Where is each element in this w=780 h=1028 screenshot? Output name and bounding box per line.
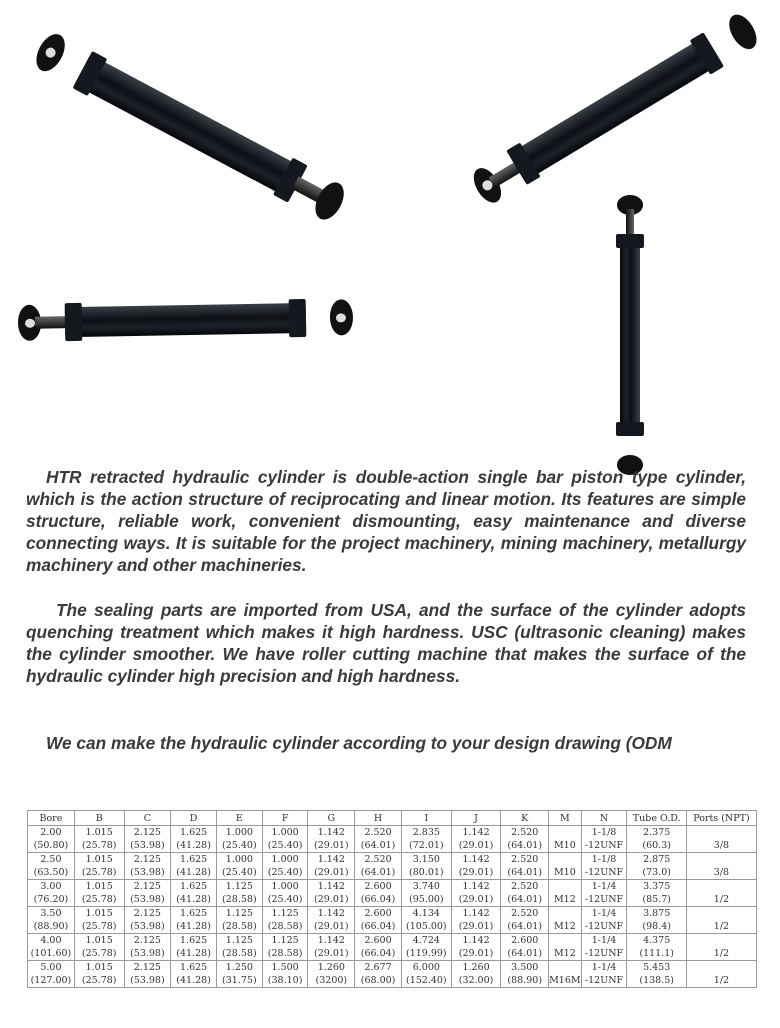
table-row — [28, 880, 757, 907]
table-cell — [686, 934, 756, 961]
cell-value: 1-1/4 — [591, 881, 617, 892]
table-cell — [262, 907, 308, 934]
column-header: Ports (NPT) — [686, 811, 756, 826]
cell-value: 1.500 — [271, 962, 299, 973]
cell-value: (101.60) — [30, 948, 72, 959]
cell-value: 1.125 — [271, 935, 299, 946]
table-cell — [74, 907, 124, 934]
table-cell — [28, 880, 75, 907]
table-cell — [124, 880, 171, 907]
cell-value: (3200) — [315, 975, 348, 986]
table-row — [28, 853, 757, 880]
table-cell — [308, 826, 355, 853]
cell-value: (25.78) — [81, 894, 117, 905]
cell-value: 1.142 — [462, 881, 490, 892]
description-paragraph-1: HTR retracted hydraulic cylinder is double-action single bar piston type cylinder, which is the action structure of reciprocating and linear motion. Its features are simple structure, reliable work, convenient dismounting, easy maintenance and diverse connecting ways. It is suitable for the project machinery, mining machinery, metallurgy machinery and other machineries. — [26, 467, 746, 575]
cell-value: 2.520 — [511, 854, 539, 865]
column-header: Bore — [28, 811, 75, 826]
column-header: G — [308, 811, 355, 826]
cell-value: 1.625 — [180, 827, 208, 838]
table-cell — [686, 826, 756, 853]
cell-value: 1.015 — [85, 854, 113, 865]
cell-value: (25.78) — [81, 840, 117, 851]
cell-value: 1/2 — [713, 921, 730, 932]
cell-value: (28.58) — [267, 948, 303, 959]
cell-value: M10 — [553, 867, 576, 878]
cell-value: 2.125 — [133, 881, 161, 892]
cell-value: (111.1) — [639, 948, 674, 959]
table-cell — [308, 961, 355, 988]
table-cell — [171, 853, 217, 880]
cell-value: 2.600 — [364, 881, 392, 892]
cell-value: 1.000 — [271, 827, 299, 838]
cell-value: (29.01) — [314, 867, 349, 878]
table-cell — [355, 907, 402, 934]
table-cell — [262, 880, 308, 907]
cell-value: 2.600 — [364, 935, 392, 946]
cell-value: (50.80) — [33, 840, 69, 851]
cell-value: (25.40) — [267, 867, 303, 878]
table-cell — [627, 880, 686, 907]
cell-value — [687, 961, 756, 974]
cell-value: -12UNF — [584, 975, 624, 986]
table-cell — [124, 961, 171, 988]
column-header: M — [549, 811, 582, 826]
cell-value: 1.000 — [225, 854, 253, 865]
column-header: H — [355, 811, 402, 826]
table-cell — [686, 907, 756, 934]
cell-value: (41.28) — [176, 867, 211, 878]
cell-value — [549, 853, 581, 866]
cell-value: 2.125 — [133, 935, 161, 946]
cell-value: 3.375 — [643, 881, 671, 892]
table-cell — [549, 907, 582, 934]
cell-value: (41.28) — [176, 948, 211, 959]
cell-value: (73.0) — [642, 867, 671, 878]
cell-value: (64.01) — [507, 840, 543, 851]
table-cell — [308, 880, 355, 907]
cell-value: 2.125 — [133, 908, 161, 919]
cell-value — [549, 880, 581, 893]
cell-value: (53.98) — [130, 867, 165, 878]
table-cell — [627, 853, 686, 880]
cell-value: 1-1/8 — [591, 854, 617, 865]
cell-value: 2.375 — [643, 827, 671, 838]
table-cell — [627, 934, 686, 961]
cell-value: (95.00) — [409, 894, 444, 905]
cell-value: (64.01) — [360, 867, 396, 878]
cell-value: (119.99) — [405, 948, 447, 959]
cell-value: 1.000 — [225, 827, 253, 838]
cell-value: 1.142 — [317, 827, 345, 838]
table-cell — [627, 826, 686, 853]
table-cell — [171, 907, 217, 934]
cell-value: -12UNF — [584, 921, 624, 932]
cell-value — [687, 934, 756, 947]
table-cell — [627, 961, 686, 988]
cell-value: (41.28) — [176, 894, 211, 905]
cell-value: 5.453 — [643, 962, 671, 973]
table-cell — [401, 961, 451, 988]
table-cell — [686, 853, 756, 880]
table-cell — [686, 880, 756, 907]
cell-value: 1-1/4 — [591, 935, 617, 946]
cell-value: 2.520 — [364, 854, 392, 865]
cell-value: 1.015 — [85, 827, 113, 838]
cell-value: (53.98) — [130, 921, 165, 932]
cell-value: (25.40) — [222, 840, 257, 851]
cell-value: 2.600 — [511, 935, 539, 946]
column-header: K — [501, 811, 549, 826]
cell-value: (152.40) — [405, 975, 447, 986]
cell-value: 1.125 — [225, 881, 253, 892]
table-cell — [627, 907, 686, 934]
column-header: Tube O.D. — [627, 811, 686, 826]
table-cell — [451, 880, 501, 907]
table-cell — [28, 934, 75, 961]
table-cell — [686, 961, 756, 988]
cell-value: (28.58) — [267, 921, 303, 932]
table-cell — [401, 880, 451, 907]
cell-value: 1-1/8 — [591, 827, 617, 838]
cell-value: 6.000 — [412, 962, 440, 973]
table-cell — [401, 826, 451, 853]
cell-value: 1.000 — [271, 854, 299, 865]
column-header: I — [401, 811, 451, 826]
table-cell — [74, 961, 124, 988]
table-cell — [451, 961, 501, 988]
cell-value: 1.142 — [317, 908, 345, 919]
cell-value: (66.04) — [360, 948, 396, 959]
cell-value: 1.260 — [317, 962, 345, 973]
cell-value: 1.142 — [462, 908, 490, 919]
cell-value: (25.78) — [81, 921, 117, 932]
cell-value: 1.142 — [317, 935, 345, 946]
table-cell — [549, 880, 582, 907]
description-paragraph-2: The sealing parts are imported from USA, and the surface of the cylinder adopts quenching treatment which makes it high hardness. USC (ultrasonic cleaning) makes the cylinder smoother. We have roller cutting machine that makes the surface of the hydraulic cylinder high precision and high hardness. — [26, 600, 746, 686]
table-cell — [124, 907, 171, 934]
table-cell — [501, 826, 549, 853]
cell-value: 4.00 — [40, 935, 62, 946]
table-cell — [501, 961, 549, 988]
column-header: C — [124, 811, 171, 826]
cell-value: 1-1/4 — [591, 962, 617, 973]
description-paragraph-3: We can make the hydraulic cylinder according to your design drawing (ODM — [46, 733, 672, 753]
cell-value: 1.250 — [225, 962, 253, 973]
cell-value: 2.50 — [40, 854, 62, 865]
cell-value: 3/8 — [713, 867, 730, 878]
table-cell — [501, 880, 549, 907]
cell-value: 2.125 — [133, 827, 161, 838]
cell-value: (25.78) — [81, 975, 117, 986]
cell-value: (53.98) — [130, 894, 165, 905]
table-cell — [501, 853, 549, 880]
table-cell — [124, 826, 171, 853]
cell-value: (64.01) — [507, 948, 543, 959]
cell-value: (98.4) — [642, 921, 671, 932]
cell-value: 1.000 — [271, 881, 299, 892]
cell-value — [549, 934, 581, 947]
table-cell — [308, 853, 355, 880]
cell-value: (29.01) — [458, 840, 494, 851]
column-header: J — [451, 811, 501, 826]
table-cell — [124, 853, 171, 880]
cell-value: 1.015 — [85, 935, 113, 946]
cell-value: (29.01) — [458, 948, 494, 959]
table-cell — [216, 907, 262, 934]
cell-value: 3.150 — [412, 854, 440, 865]
table-cell — [74, 853, 124, 880]
cell-value: 1.142 — [462, 935, 490, 946]
table-cell — [216, 826, 262, 853]
cell-value: (72.01) — [409, 840, 444, 851]
table-cell — [451, 907, 501, 934]
cell-value: (29.01) — [314, 948, 349, 959]
table-cell — [355, 934, 402, 961]
table-cell — [355, 880, 402, 907]
cell-value: 3.00 — [40, 881, 62, 892]
cell-value: (25.78) — [81, 948, 117, 959]
table-cell — [262, 961, 308, 988]
cell-value: 1/2 — [713, 975, 730, 986]
cell-value: (53.98) — [130, 975, 165, 986]
table-cell — [501, 907, 549, 934]
table-cell — [581, 961, 627, 988]
cell-value: (53.98) — [130, 948, 165, 959]
cell-value: 2.520 — [511, 908, 539, 919]
cell-value: 2.875 — [643, 854, 671, 865]
cylinder-photo-angled — [470, 12, 761, 204]
cell-value: (29.01) — [458, 867, 494, 878]
cell-value — [687, 826, 756, 839]
cell-value: (25.40) — [267, 840, 303, 851]
cell-value: M16M — [549, 975, 581, 986]
table-row — [28, 961, 757, 988]
table-cell — [451, 853, 501, 880]
table-cell — [581, 826, 627, 853]
cell-value: -12UNF — [584, 948, 624, 959]
table-cell — [549, 853, 582, 880]
table-cell — [171, 934, 217, 961]
table-cell — [28, 853, 75, 880]
table-cell — [171, 961, 217, 988]
cell-value: -12UNF — [584, 840, 624, 851]
table-cell — [28, 907, 75, 934]
cell-value: 3.875 — [643, 908, 671, 919]
cell-value: 2.835 — [412, 827, 440, 838]
cell-value: M12 — [553, 948, 576, 959]
cell-value: 1.125 — [271, 908, 299, 919]
cylinder-photo-diagonal — [32, 32, 348, 222]
table-cell — [355, 826, 402, 853]
table-cell — [216, 961, 262, 988]
table-cell — [581, 907, 627, 934]
column-header: N — [581, 811, 627, 826]
cell-value — [549, 907, 581, 920]
cell-value: (28.58) — [222, 948, 257, 959]
table-cell — [581, 880, 627, 907]
cell-value: 1.015 — [85, 881, 113, 892]
cell-value: 3/8 — [713, 840, 730, 851]
table-cell — [216, 853, 262, 880]
table-row — [28, 826, 757, 853]
column-header: D — [171, 811, 217, 826]
cell-value: (64.01) — [507, 894, 543, 905]
table-cell — [549, 961, 582, 988]
cell-value: (31.75) — [222, 975, 257, 986]
cell-value: (32.00) — [458, 975, 494, 986]
cell-value: (80.01) — [409, 867, 444, 878]
cell-value: -12UNF — [584, 867, 624, 878]
cell-value: 1/2 — [713, 894, 730, 905]
cell-value: (88.90) — [33, 921, 69, 932]
cell-value: (25.40) — [222, 867, 257, 878]
cell-value: (66.04) — [360, 894, 396, 905]
table-cell — [74, 880, 124, 907]
cell-value: (64.01) — [507, 867, 543, 878]
cell-value: (41.28) — [176, 921, 211, 932]
cylinder-photo-horizontal — [18, 302, 353, 338]
cell-value: (29.01) — [458, 894, 494, 905]
cell-value: 1.625 — [180, 935, 208, 946]
cell-value: 2.520 — [364, 827, 392, 838]
table-cell — [171, 880, 217, 907]
cell-value: 4.375 — [643, 935, 671, 946]
cell-value — [549, 961, 581, 974]
cell-value: 3.500 — [511, 962, 539, 973]
cell-value: 2.125 — [133, 962, 161, 973]
cell-value: 2.677 — [364, 962, 392, 973]
cell-value: 1.015 — [85, 962, 113, 973]
table-cell — [74, 826, 124, 853]
cell-value — [549, 826, 581, 839]
cell-value: 4.134 — [412, 908, 440, 919]
cell-value: 2.600 — [364, 908, 392, 919]
cell-value: (53.98) — [130, 840, 165, 851]
cell-value: (64.01) — [507, 921, 543, 932]
cell-value: 1/2 — [713, 948, 730, 959]
column-header: B — [74, 811, 124, 826]
cell-value: (85.7) — [642, 894, 671, 905]
table-cell — [355, 961, 402, 988]
cell-value: 3.50 — [40, 908, 62, 919]
cell-value: 1.142 — [462, 827, 490, 838]
cell-value: 1.625 — [180, 854, 208, 865]
table-cell — [28, 826, 75, 853]
cell-value: 2.125 — [133, 854, 161, 865]
cell-value: (29.01) — [314, 894, 349, 905]
cell-value: -12UNF — [584, 894, 624, 905]
table-cell — [355, 853, 402, 880]
table-cell — [451, 934, 501, 961]
table-row — [28, 934, 757, 961]
cell-value: (28.58) — [222, 894, 257, 905]
cell-value: (88.90) — [507, 975, 543, 986]
cell-value: (60.3) — [642, 840, 671, 851]
cell-value: 1.142 — [462, 854, 490, 865]
cell-value: (127.00) — [30, 975, 72, 986]
cell-value: 1.142 — [317, 854, 345, 865]
cell-value — [687, 880, 756, 893]
cell-value: (29.01) — [458, 921, 494, 932]
cell-value: (68.00) — [360, 975, 396, 986]
table-cell — [262, 853, 308, 880]
cell-value: (138.5) — [639, 975, 674, 986]
table-cell — [549, 826, 582, 853]
cell-value: (28.58) — [222, 921, 257, 932]
cell-value: (105.00) — [405, 921, 447, 932]
cell-value: 1.260 — [462, 962, 490, 973]
cell-value: 3.740 — [412, 881, 440, 892]
cell-value: 1-1/4 — [591, 908, 617, 919]
cell-value: 1.625 — [180, 881, 208, 892]
table-cell — [74, 934, 124, 961]
cell-value: (76.20) — [33, 894, 69, 905]
cell-value: (25.40) — [267, 894, 303, 905]
cell-value: M10 — [553, 840, 576, 851]
cell-value: (38.10) — [267, 975, 303, 986]
cell-value: 1.015 — [85, 908, 113, 919]
cell-value: (41.28) — [176, 975, 211, 986]
cell-value — [687, 907, 756, 920]
table-cell — [451, 826, 501, 853]
table-cell — [216, 880, 262, 907]
table-cell — [262, 826, 308, 853]
cell-value: (25.78) — [81, 867, 117, 878]
table-cell — [124, 934, 171, 961]
table-cell — [581, 934, 627, 961]
cell-value — [687, 853, 756, 866]
cell-value: M12 — [553, 894, 576, 905]
table-cell — [501, 934, 549, 961]
table-cell — [262, 934, 308, 961]
cell-value: (64.01) — [360, 840, 396, 851]
cell-value: 2.00 — [40, 827, 62, 838]
table-cell — [401, 907, 451, 934]
cell-value: 1.125 — [225, 908, 253, 919]
cell-value: 4.724 — [412, 935, 440, 946]
cell-value: 1.142 — [317, 881, 345, 892]
cylinder-photo-vertical — [620, 195, 640, 475]
cell-value: M12 — [553, 921, 576, 932]
cell-value: 5.00 — [40, 962, 62, 973]
cell-value: (29.01) — [314, 921, 349, 932]
table-row — [28, 907, 757, 934]
table-cell — [171, 826, 217, 853]
column-header: F — [262, 811, 308, 826]
cell-value: 1.625 — [180, 908, 208, 919]
cell-value: 2.520 — [511, 881, 539, 892]
cell-value: (29.01) — [314, 840, 349, 851]
table-cell — [581, 853, 627, 880]
cell-value: 1.625 — [180, 962, 208, 973]
table-cell — [216, 934, 262, 961]
table-cell — [308, 934, 355, 961]
table-cell — [549, 934, 582, 961]
table-cell — [401, 934, 451, 961]
table-cell — [28, 961, 75, 988]
specification-table — [27, 810, 757, 988]
table-cell — [401, 853, 451, 880]
cell-value: (66.04) — [360, 921, 396, 932]
cell-value: 1.125 — [225, 935, 253, 946]
cell-value: (63.50) — [33, 867, 69, 878]
cell-value: (41.28) — [176, 840, 211, 851]
column-header: E — [216, 811, 262, 826]
table-cell — [308, 907, 355, 934]
cell-value: 2.520 — [511, 827, 539, 838]
